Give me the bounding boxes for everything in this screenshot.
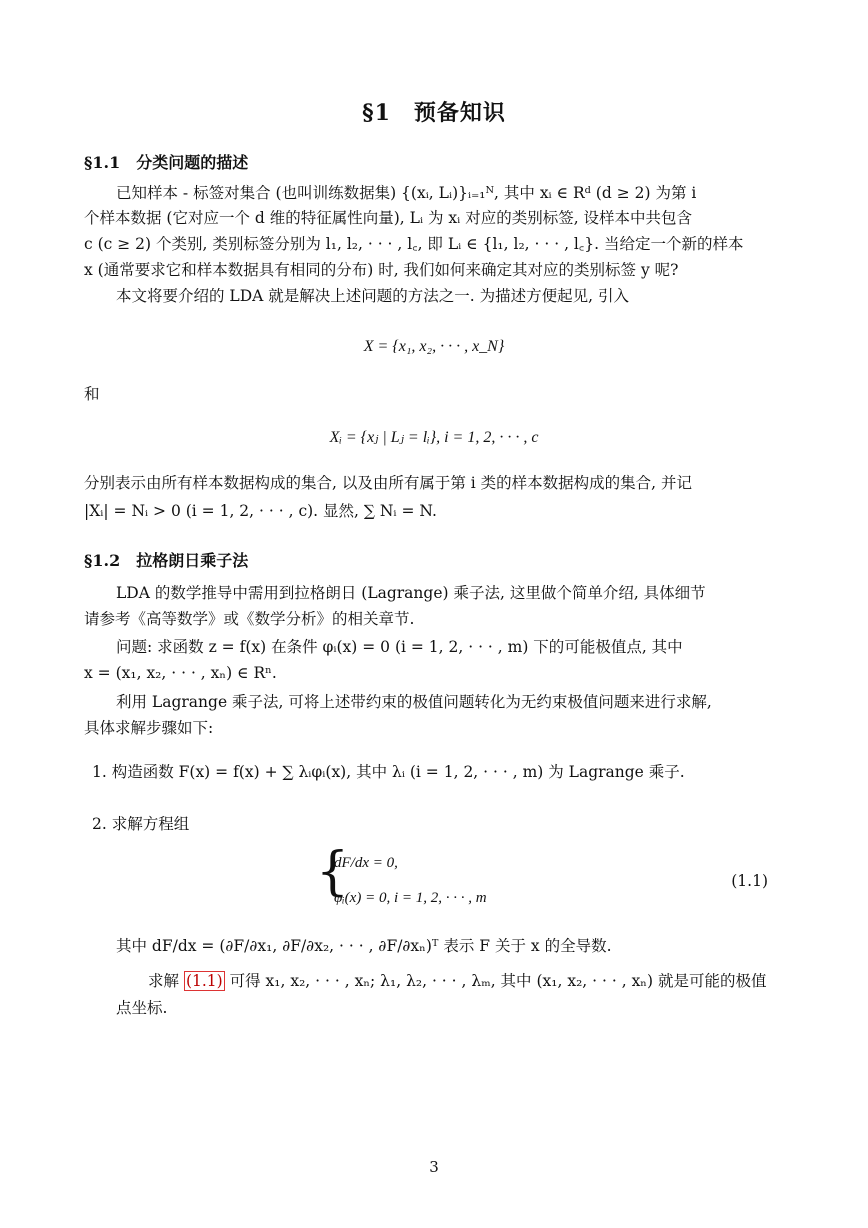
solve-line-1 bbox=[116, 969, 767, 994]
sec1-para3-line2: |Xᵢ| = Nᵢ > 0 (i = 1, 2, · · · , c). 显然, ∑ Nᵢ = N. bbox=[84, 502, 437, 520]
system-equation-1: dF/dx = 0, bbox=[334, 855, 398, 871]
sec2-para3-line1: 利用 Lagrange 乘子法, 可将上述带约束的极值问题转化为无约束极值问题来进行求解, bbox=[116, 693, 712, 711]
sec2-para2-line1: 问题: 求函数 z = f(x) 在条件 φᵢ(x) = 0 (i = 1, 2, · · · , m) 下的可能极值点, 其中 bbox=[116, 638, 683, 656]
chapter-title: §1 预备知识 bbox=[362, 100, 506, 126]
equation-reference-link[interactable]: (1.1) bbox=[185, 972, 223, 990]
sec1-para1-line3: c (c ≥ 2) 个类别, 类别标签分别为 l₁, l₂, · · · , l꜀, 即 Lᵢ ∈ {l₁, l₂, · · · , l꜀}. 当给定一个新的样本 bbox=[84, 235, 744, 253]
list-item-1: 1. 构造函数 F(x) = f(x) + ∑ λᵢφᵢ(x), 其中 λᵢ (i = 1, 2, · · · , m) 为 Lagrange 乘子. bbox=[92, 763, 685, 781]
sec1-para3-line1: 分别表示由所有样本数据构成的集合, 以及由所有属于第 i 类的样本数据构成的集合, 并记 bbox=[84, 474, 693, 492]
equation-number: (1.1) bbox=[731, 872, 768, 890]
solve-text-a: 求解 bbox=[148, 972, 184, 990]
list-item-2: 2. 求解方程组 bbox=[92, 815, 190, 833]
sec1-para1-line4: x (通常要求它和样本数据具有相同的分布) 时, 我们如何来确定其对应的类别标签 y 呢? bbox=[84, 261, 679, 279]
solve-text-b: 可得 x₁, x₂, · · · , xₙ; λ₁, λ₂, · · · , λₘ, 其中 (x₁, x₂, · · · , xₙ) 就是可能的极值 bbox=[224, 972, 767, 990]
derivative-note: 其中 dF/dx = (∂F/∂x₁, ∂F/∂x₂, · · · , ∂F/∂xₙ)ᵀ 表示 F 关于 x 的全导数. bbox=[116, 937, 612, 955]
sec2-para1-line1: LDA 的数学推导中需用到拉格朗日 (Lagrange) 乘子法, 这里做个简单介绍, 具体细节 bbox=[116, 584, 706, 602]
sec1-para1-line2: 个样本数据 (它对应一个 d 维的特征属性向量), Lᵢ 为 xᵢ 对应的类别标签, 设样本中共包含 bbox=[84, 209, 693, 227]
section-heading-1-2: §1.2 拉格朗日乘子法 bbox=[84, 551, 249, 570]
conjunction-and: 和 bbox=[84, 385, 100, 403]
sec2-para1-line2: 请参考《高等数学》或《数学分析》的相关章节. bbox=[84, 610, 415, 628]
equation-class-set: Xᵢ = {xⱼ | Lⱼ = lᵢ}, i = 1, 2, · · · , c bbox=[329, 429, 539, 446]
solve-line-2: 点坐标. bbox=[116, 999, 168, 1017]
equation-sample-set: X = {x₁, x₂, · · · , x_N} bbox=[363, 338, 505, 355]
sec1-para1-line1: 已知样本 - 标签对集合 (也叫训练数据集) {(xᵢ, Lᵢ)}ᵢ₌₁ᴺ, 其中 xᵢ ∈ Rᵈ (d ≥ 2) 为第 i bbox=[116, 184, 697, 202]
section-heading-1-1: §1.1 分类问题的描述 bbox=[84, 153, 249, 172]
sec1-para2: 本文将要介绍的 LDA 就是解决上述问题的方法之一. 为描述方便起见, 引入 bbox=[116, 287, 629, 305]
page-number: 3 bbox=[429, 1158, 439, 1176]
system-brace: { bbox=[316, 842, 350, 902]
system-equation-2: φᵢ(x) = 0, i = 1, 2, · · · , m bbox=[334, 890, 487, 906]
sec2-para3-line2: 具体求解步骤如下: bbox=[84, 719, 214, 737]
sec2-para2-line2: x = (x₁, x₂, · · · , xₙ) ∈ Rⁿ. bbox=[84, 664, 277, 682]
